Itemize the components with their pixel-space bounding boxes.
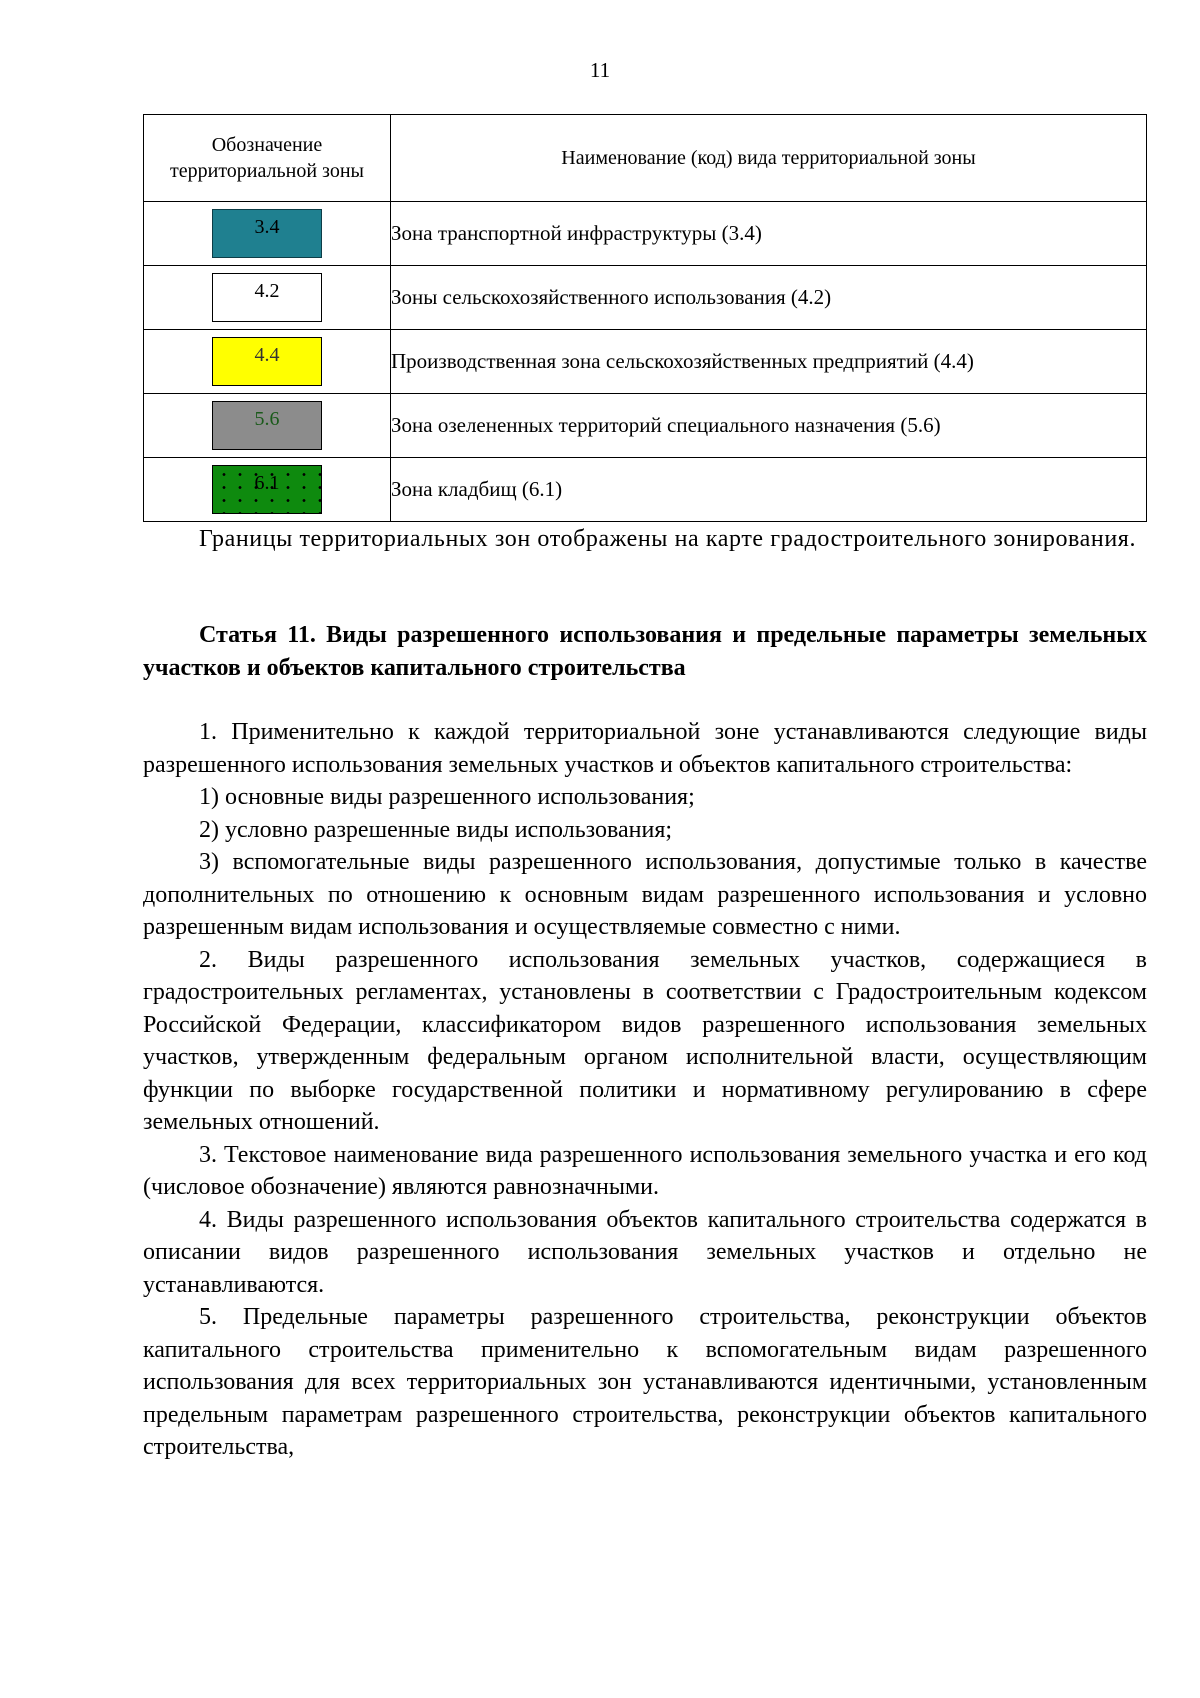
paragraph: 1) основные виды разрешенного использования; bbox=[199, 784, 695, 810]
paragraph: 4. Виды разрешенного использования объектов капитального строительства содержатся в описании видов разрешенного использования земельных участков и отдельно не устанавливаются. bbox=[143, 1206, 1147, 1298]
zone-swatch: 4.2 bbox=[212, 273, 322, 322]
header-code: Обозначение территориальной зоны bbox=[144, 115, 391, 202]
table-header-row bbox=[144, 115, 1147, 202]
after-table-block bbox=[143, 523, 1147, 556]
zone-name: Зоны сельскохозяйственного использования (4.2) bbox=[391, 266, 1147, 330]
table-row bbox=[144, 266, 1147, 330]
after-table-text: Границы территориальных зон отображены на карте градостроительного зонирования. bbox=[199, 526, 1137, 552]
zone-swatch: 5.6 bbox=[212, 401, 322, 450]
paragraph: 1. Применительно к каждой территориальной зоне устанавливаются следующие виды разрешенного использования земельных участков и объектов капитального строительства: bbox=[143, 719, 1147, 778]
body-text bbox=[143, 716, 1147, 1464]
zone-name: Зона кладбищ (6.1) bbox=[391, 458, 1147, 522]
article-heading: Статья 11. Виды разрешенного использования и предельные параметры земельных участков и объектов капитального строительства bbox=[143, 622, 1147, 681]
paragraph: 3) вспомогательные виды разрешенного использования, допустимые только в качестве дополнительных по отношению к основным видам разрешенного использования и условно разрешенным видам использования и осуществляемые совместно с ними. bbox=[143, 849, 1147, 940]
zones-table bbox=[143, 114, 1147, 522]
article-heading-block bbox=[143, 619, 1147, 684]
zone-name: Зона транспортной инфраструктуры (3.4) bbox=[391, 202, 1147, 266]
zone-swatch: 3.4 bbox=[212, 209, 322, 258]
page-number: 11 bbox=[589, 58, 611, 82]
paragraph: 2) условно разрешенные виды использования; bbox=[199, 816, 673, 843]
table-row bbox=[144, 330, 1147, 394]
table-row bbox=[144, 202, 1147, 266]
table-row bbox=[144, 458, 1147, 522]
zone-swatch: 4.4 bbox=[212, 337, 322, 386]
zone-swatch: 6.1 bbox=[212, 465, 322, 514]
paragraph: 5. Предельные параметры разрешенного строительства, реконструкции объектов капитального строительства применительно к вспомогательным видам разрешенного использования для всех территориальных зон устанавливаются идентичными, установленным предельным параметрам разрешенного строительства, реконструкции объектов капитального строительства, bbox=[143, 1304, 1147, 1460]
table-row bbox=[144, 394, 1147, 458]
paragraph: 3. Текстовое наименование вида разрешенного использования земельного участка и его код (числовое обозначение) являются равнозначными. bbox=[143, 1141, 1147, 1200]
zone-name: Зона озелененных территорий специального назначения (5.6) bbox=[391, 394, 1147, 458]
paragraph: 2. Виды разрешенного использования земельных участков, содержащиеся в градостроительных регламентах, установлены в соответствии с Градостроительным кодексом Российской Федерации, классификатором видов разрешенного использования земельных участков, утвержденным федеральным органом исполнительной власти, осуществляющим функции по выборке государственной политики и нормативному регулированию в сфере земельных отношений. bbox=[143, 946, 1147, 1135]
zone-name: Производственная зона сельскохозяйственных предприятий (4.4) bbox=[391, 330, 1147, 394]
header-name: Наименование (код) вида территориальной зоны bbox=[391, 115, 1147, 202]
